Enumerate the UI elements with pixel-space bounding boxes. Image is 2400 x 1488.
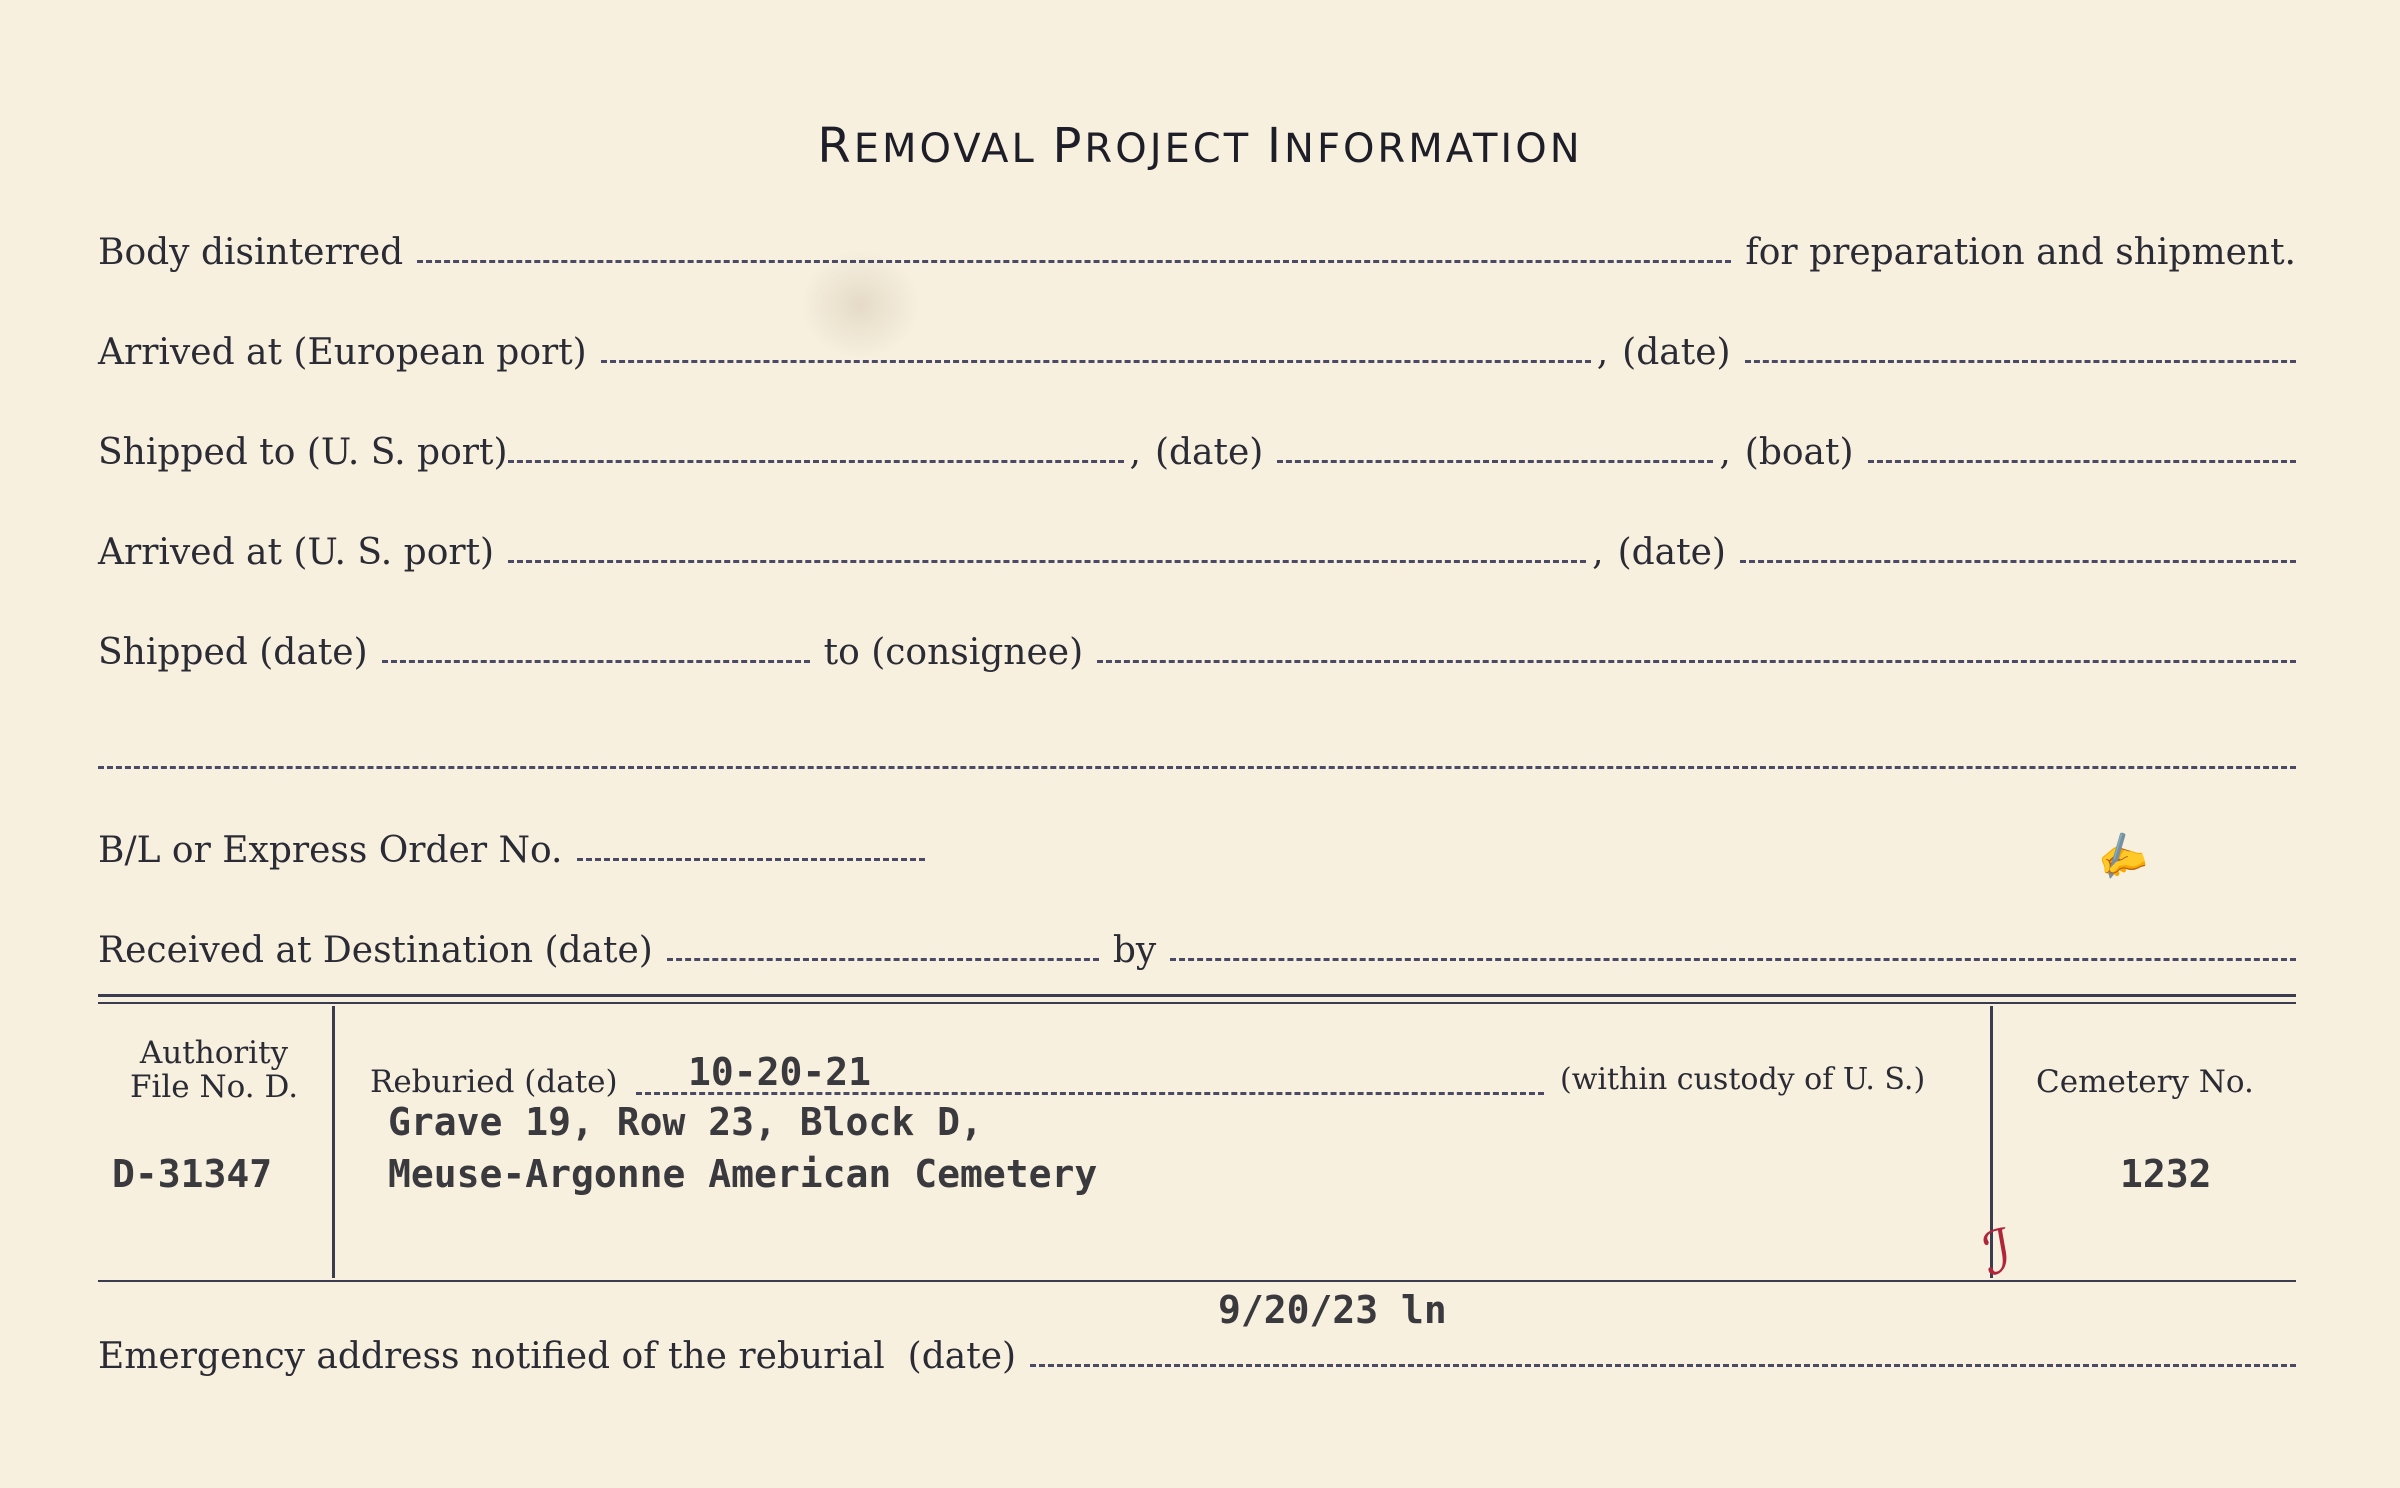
received-label: Received at Destination (date) bbox=[98, 930, 653, 971]
boat-label: (boat) bbox=[1744, 432, 1854, 473]
reburied-label: Reburied (date) bbox=[370, 1064, 618, 1100]
by-label: by bbox=[1112, 930, 1157, 971]
box-divider-left bbox=[332, 1006, 335, 1278]
box-top-rule-inner bbox=[98, 1002, 2296, 1004]
shipped-date-label: Shipped (date) bbox=[98, 632, 368, 673]
shipped-consignee-row bbox=[98, 632, 2296, 673]
shipped-to-us-row bbox=[98, 432, 2296, 473]
arrived-european-row bbox=[98, 332, 2296, 373]
body-disinterred-field bbox=[417, 260, 1731, 263]
received-by-field bbox=[1170, 958, 2296, 961]
emergency-row bbox=[98, 1336, 2296, 1377]
authority-label bbox=[98, 1036, 330, 1104]
date-label: (date) bbox=[1617, 532, 1726, 573]
cemetery-number-value: 1232 bbox=[2120, 1152, 2212, 1196]
consignee-field bbox=[1097, 660, 2296, 663]
title-cap-r: R bbox=[817, 118, 854, 174]
arrived-european-field bbox=[601, 360, 1591, 363]
custody-note: (within custody of U. S.) bbox=[1560, 1062, 1926, 1097]
to-consignee-label: to (consignee) bbox=[823, 632, 1084, 673]
shipped-to-us-label: Shipped to (U. S. port) bbox=[98, 432, 508, 473]
for-preparation-label: for preparation and shipment. bbox=[1745, 232, 2296, 273]
arrived-us-row bbox=[98, 532, 2296, 573]
bl-express-label: B/L or Express Order No. bbox=[98, 830, 563, 871]
authority-label-line1: Authority bbox=[139, 1035, 289, 1071]
comma: , bbox=[1596, 332, 1609, 373]
title-cap-p: P bbox=[1052, 118, 1085, 174]
date-label: (date) bbox=[1622, 332, 1731, 373]
boat-field bbox=[1868, 460, 2296, 463]
comma: , bbox=[1719, 432, 1731, 473]
body-disinterred-row bbox=[98, 232, 2296, 273]
blank-dotted-line bbox=[98, 766, 2296, 769]
authority-label-line2: File No. D. bbox=[129, 1069, 299, 1105]
received-date-field bbox=[667, 958, 1099, 961]
bl-express-row bbox=[98, 830, 925, 871]
bl-express-field bbox=[577, 858, 925, 861]
cemetery-number-label: Cemetery No. bbox=[2036, 1064, 2254, 1100]
title-word-project: ROJECT bbox=[1084, 126, 1252, 172]
shipped-to-us-field bbox=[508, 460, 1124, 463]
title-cap-i: I bbox=[1266, 118, 1285, 174]
arrived-european-date-field bbox=[1745, 360, 2296, 363]
arrived-us-label: Arrived at (U. S. port) bbox=[98, 532, 495, 573]
box-top-rule bbox=[98, 994, 2296, 997]
reburied-date-value: 10-20-21 bbox=[688, 1050, 872, 1094]
arrived-us-date-field bbox=[1740, 560, 2296, 563]
arrived-us-field bbox=[508, 560, 1586, 563]
shipped-date-field bbox=[1277, 460, 1713, 463]
card-title bbox=[0, 118, 2400, 174]
red-initials-mark: ℐ bbox=[1978, 1216, 2019, 1290]
received-row bbox=[98, 930, 2296, 971]
comma: , bbox=[1592, 532, 1604, 573]
date-label: (date) bbox=[1154, 432, 1264, 473]
title-word-removal: EMOVAL bbox=[853, 126, 1037, 172]
title-word-information: NFORMATION bbox=[1284, 126, 1583, 172]
arrived-european-label: Arrived at (European port) bbox=[98, 332, 587, 373]
emergency-label: Emergency address notified of the reburial (date) bbox=[98, 1336, 1017, 1377]
comma: , bbox=[1129, 432, 1141, 473]
grave-location-line2: Meuse-Argonne American Cemetery bbox=[388, 1152, 1098, 1196]
box-bottom-rule bbox=[98, 1280, 2296, 1282]
emergency-date-value: 9/20/23 ln bbox=[1218, 1288, 1447, 1332]
emergency-date-field bbox=[1030, 1364, 2296, 1367]
body-disinterred-label: Body disinterred bbox=[98, 232, 404, 273]
grave-location-line1: Grave 19, Row 23, Block D, bbox=[388, 1100, 983, 1144]
shipped-date-value-field bbox=[382, 660, 810, 663]
authority-file-number: D-31347 bbox=[112, 1152, 273, 1196]
red-ink-mark: ✍ bbox=[2089, 825, 2153, 887]
